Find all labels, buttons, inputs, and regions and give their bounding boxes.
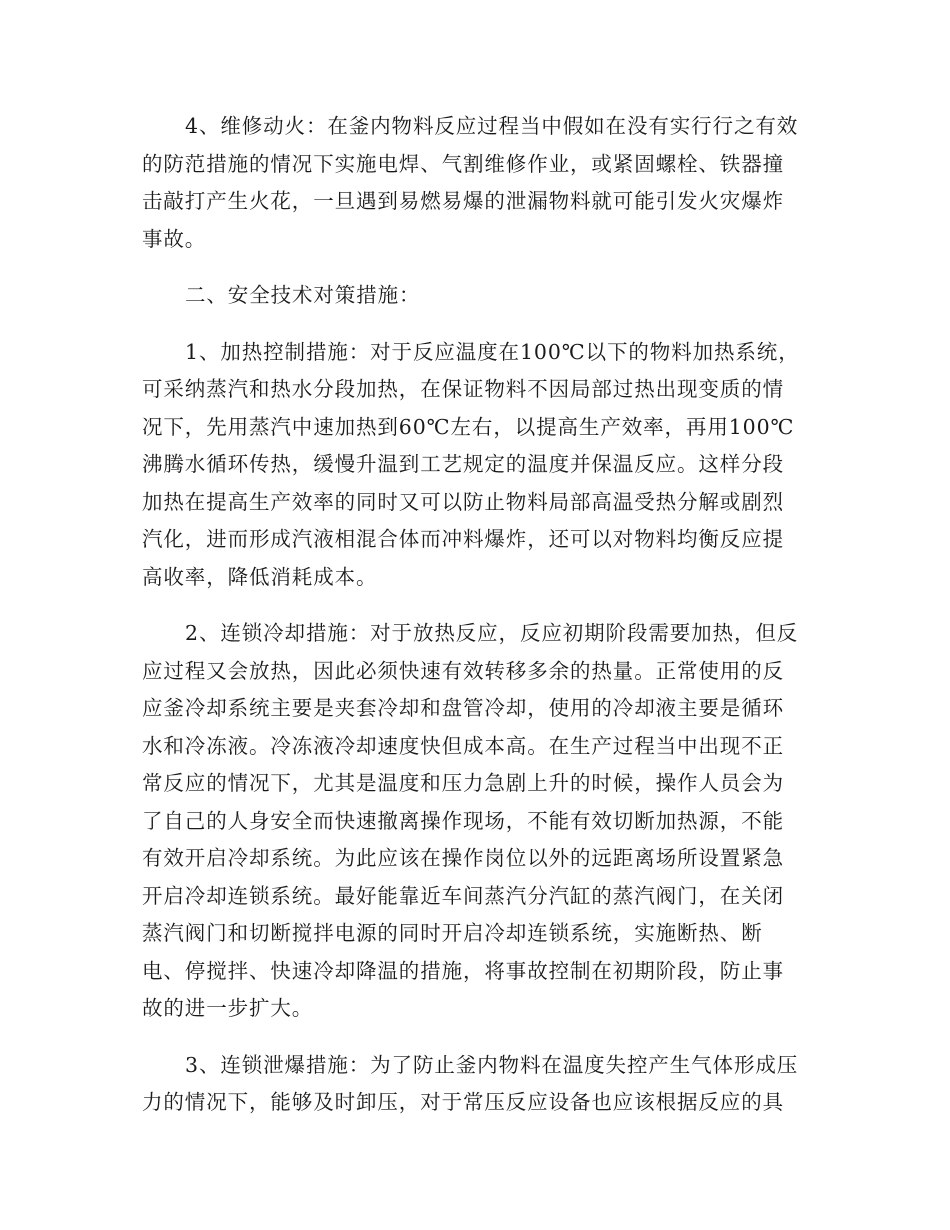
paragraph-line: 4、维修动火：在釜内物料反应过程当中假如在没有实行行之有效 (185, 114, 799, 138)
paragraph-line: 应釜冷却系统主要是夹套冷却和盘管冷却，使用的冷却液主要是循环 (142, 696, 784, 720)
paragraph-line: 开启冷却连锁系统。最好能靠近车间蒸汽分汽缸的蒸汽阀门，在关闭 (142, 883, 784, 908)
paragraph-line: 事故。 (142, 226, 207, 251)
paragraph-line: 加热在提高生产效率的同时又可以防止物料局部高温受热分解或剧烈 (142, 489, 784, 514)
paragraph-interlock-venting (142, 1047, 806, 1122)
paragraph-line: 高收率，降低消耗成本。 (142, 564, 378, 589)
paragraph-line: 1、加热控制措施：对于反应温度在100℃以下的物料加热系统， (185, 339, 800, 364)
paragraph-line: 3、连锁泄爆措施：为了防止釜内物料在温度失控产生气体形成压 (185, 1052, 799, 1077)
paragraph-line: 蒸汽阀门和切断搅拌电源的同时开启冷却连锁系统，实施断热、断 (142, 921, 763, 945)
paragraph-maintenance-fire (142, 108, 806, 258)
paragraph-line: 故的进一步扩大。 (142, 996, 314, 1020)
paragraph-line: 电、停搅拌、快速冷却降温的措施，将事故控制在初期阶段，防止事 (142, 958, 784, 983)
paragraph-line: 常反应的情况下，尤其是温度和压力急剧上升的时候，操作人员会为 (142, 771, 784, 795)
paragraph-line: 击敲打产生火花，一旦遇到易燃易爆的泄漏物料就可能引发火灾爆炸 (142, 189, 784, 213)
paragraph-line: 水和冷冻液。冷冻液冷却速度快但成本高。在生产过程当中出现不正 (142, 733, 784, 758)
section-heading-text: 二、安全技术对策措施： (185, 283, 421, 307)
paragraph-line: 2、连锁冷却措施：对于放热反应，反应初期阶段需要加热，但反 (185, 621, 799, 645)
section-heading (142, 277, 806, 315)
paragraph-line: 了自己的人身安全而快速撤离操作现场，不能有效切断加热源，不能 (142, 808, 784, 833)
paragraph-heating-control (142, 334, 806, 597)
paragraph-line: 应过程又会放热，因此必须快速有效转移多余的热量。正常使用的反 (142, 658, 784, 683)
paragraph-interlock-cooling (142, 615, 806, 1028)
paragraph-line: 有效开启冷却系统。为此应该在操作岗位以外的远距离场所设置紧急 (142, 846, 784, 870)
paragraph-line: 的防范措施的情况下实施电焊、气割维修作业，或紧固螺栓、铁器撞 (142, 151, 784, 176)
paragraph-line: 可采纳蒸汽和热水分段加热，在保证物料不因局部过热出现变质的情 (142, 377, 784, 401)
paragraph-line: 汽化，进而形成汽液相混合体而冲料爆炸，还可以对物料均衡反应提 (142, 527, 784, 551)
paragraph-line: 力的情况下，能够及时卸压，对于常压反应设备也应该根据反应的具 (142, 1090, 784, 1114)
document-body (142, 108, 806, 1122)
paragraph-line: 沸腾水循环传热，缓慢升温到工艺规定的温度并保温反应。这样分段 (142, 452, 784, 476)
paragraph-line: 况下，先用蒸汽中速加热到60℃左右，以提高生产效率，再用100℃ (142, 414, 795, 439)
